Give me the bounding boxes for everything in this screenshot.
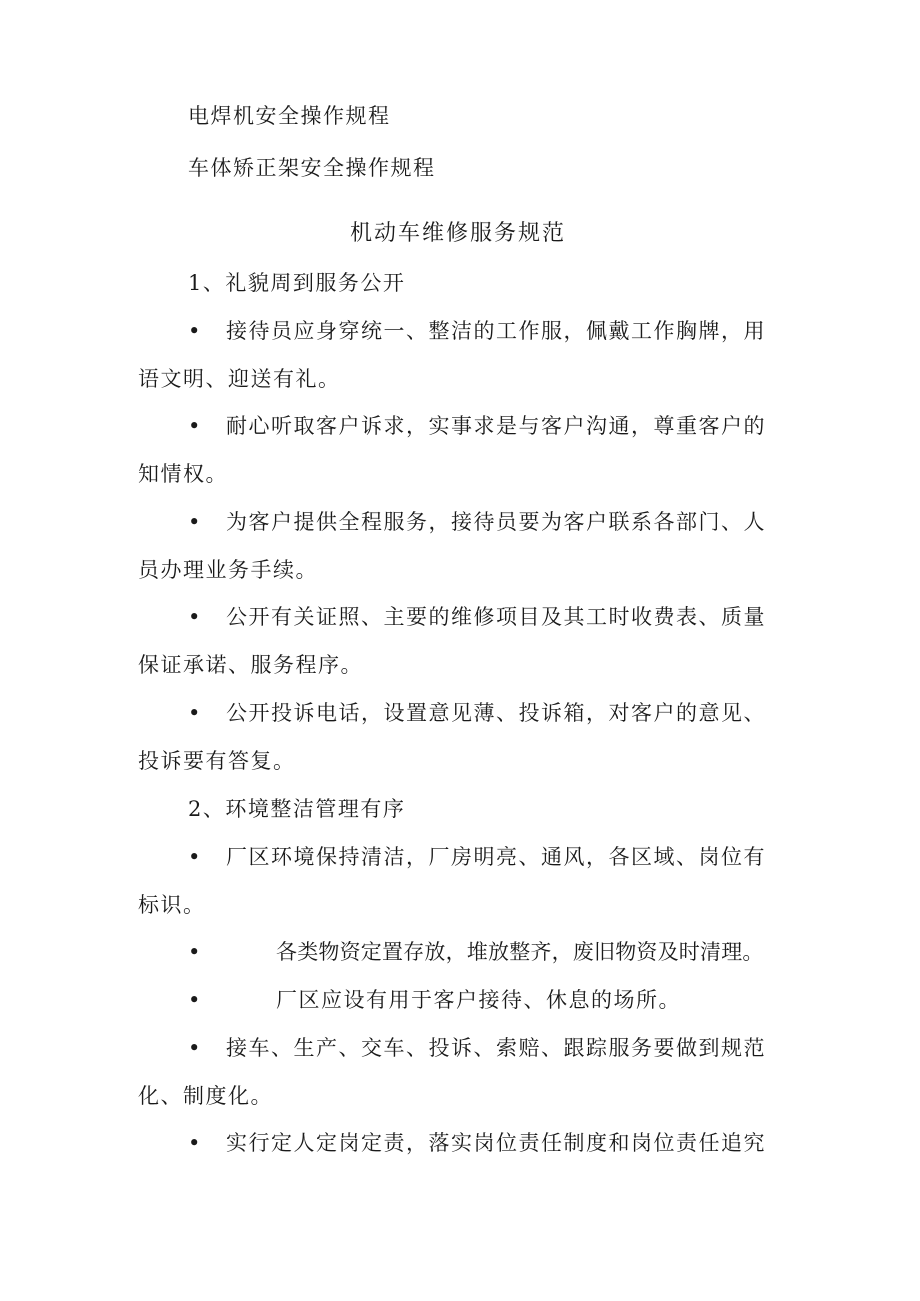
bullet-mark: • bbox=[188, 845, 201, 869]
list-item-line1: 实行定人定岗定责，落实岗位责任制度和岗位责任追究 bbox=[226, 1131, 766, 1155]
bullet-mark: • bbox=[188, 1036, 201, 1060]
list-item-line2: 投诉要有答复。 bbox=[138, 749, 296, 773]
list-item-line2: 员办理业务手续。 bbox=[138, 558, 318, 582]
bullet-mark: • bbox=[188, 701, 201, 725]
bullet-mark: • bbox=[188, 1131, 201, 1155]
bullet-mark: • bbox=[188, 605, 201, 629]
list-item-line1: 接车、生产、交车、投诉、索赔、跟踪服务要做到规范 bbox=[226, 1036, 766, 1060]
header-line-frame-straightener: 车体矫正架安全操作规程 bbox=[188, 156, 436, 180]
list-item-line2: 化、制度化。 bbox=[138, 1084, 273, 1108]
bullet-mark: • bbox=[188, 319, 201, 343]
list-item-line1: 厂区应设有用于客户接待、休息的场所。 bbox=[276, 988, 681, 1012]
list-item-line2: 语文明、迎送有礼。 bbox=[138, 367, 341, 391]
section2-title: 2、环境整洁管理有序 bbox=[188, 797, 406, 821]
list-item-line2: 保证承诺、服务程序。 bbox=[138, 653, 363, 677]
bullet-mark: • bbox=[188, 940, 201, 964]
header-line-welder: 电焊机安全操作规程 bbox=[188, 104, 391, 128]
list-item-line1: 厂区环境保持清洁，厂房明亮、通风，各区域、岗位有 bbox=[226, 845, 766, 869]
list-item-line1: 各类物资定置存放，堆放整齐，废旧物资及时清理。 bbox=[276, 940, 764, 964]
list-item-line1: 耐心听取客户诉求，实事求是与客户沟通，尊重客户的 bbox=[226, 414, 766, 438]
section-title: 机动车维修服务规范 bbox=[350, 221, 567, 246]
bullet-mark: • bbox=[188, 510, 201, 534]
list-item-line2: 知情权。 bbox=[138, 462, 228, 486]
list-item-line2: 标识。 bbox=[138, 893, 206, 917]
bullet-mark: • bbox=[188, 988, 201, 1012]
section1-title: 1、礼貌周到服务公开 bbox=[188, 271, 406, 295]
list-item-line1: 为客户提供全程服务，接待员要为客户联系各部门、人 bbox=[226, 510, 766, 534]
bullet-mark: • bbox=[188, 414, 201, 438]
list-item-line1: 接待员应身穿统一、整洁的工作服，佩戴工作胸牌，用 bbox=[226, 319, 766, 343]
list-item-line1: 公开有关证照、主要的维修项目及其工时收费表、质量 bbox=[226, 605, 766, 629]
list-item-line1: 公开投诉电话，设置意见薄、投诉箱，对客户的意见、 bbox=[226, 701, 766, 725]
